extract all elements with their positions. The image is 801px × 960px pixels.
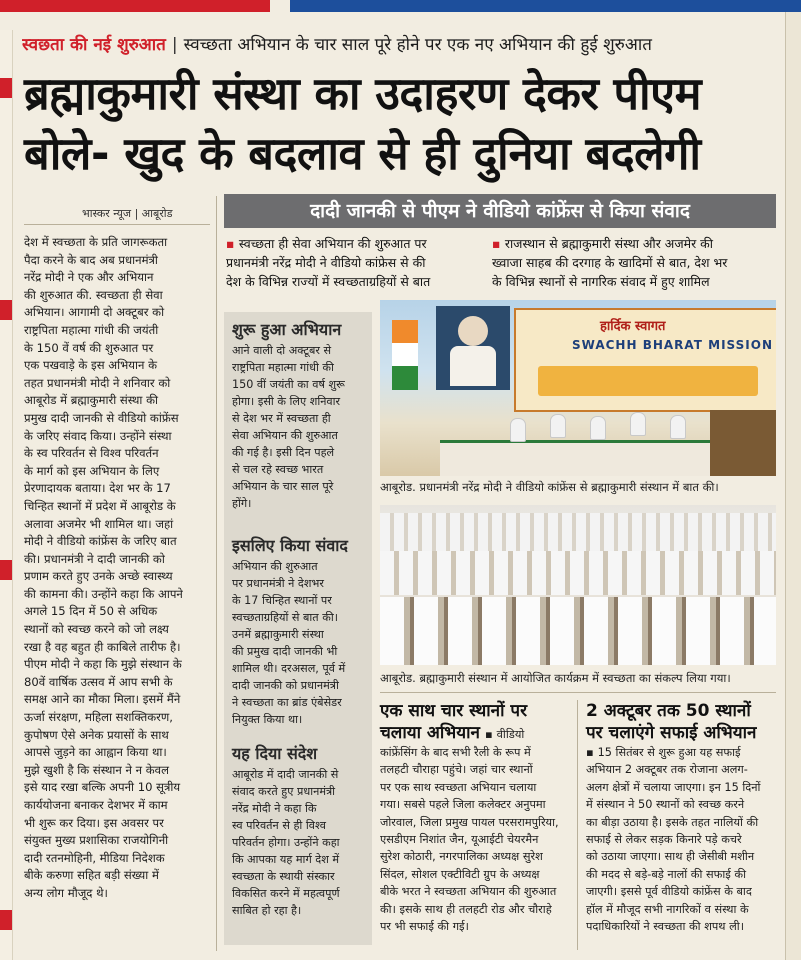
headline-line-1: ब्रह्माकुमारी संस्था का उदाहरण देकर पीएम [24, 67, 701, 120]
flag-icon [392, 320, 418, 390]
story-b-body [586, 744, 776, 935]
left-column-line: के मार्ग को इस अभियान के लिए [24, 463, 160, 478]
left-column-line: मुझे खुशी है कि संस्थान ने न केवल [24, 762, 169, 777]
sidebar-section-2-line: पर प्रधानमंत्री ने देशभर [232, 577, 324, 590]
podium [710, 410, 776, 476]
photo-bottom-rule [380, 692, 776, 693]
sidebar-section-2-line: शामिल थी। दरअसल, पूर्व में [232, 662, 346, 675]
byline: भास्कर न्यूज | आबूरोड [82, 207, 173, 220]
kicker-separator: | [171, 35, 178, 55]
sidebar-section-2-line: नियुक्त किया था। [232, 713, 303, 726]
story-divider [577, 700, 578, 950]
bullet-1-line-1: स्वच्छता ही सेवा अभियान की शुरुआत पर [238, 236, 427, 251]
left-column-line: समक्ष आने का मौका मिला। इसमें मैंने [24, 692, 181, 707]
left-column-line: कार्ययोजना बनाकर देशभर में काम [24, 798, 168, 812]
photo-1-caption: आबूरोड. प्रधानमंत्री नरेंद्र मोदी ने वीडियो कांफ्रेंस से ब्रह्माकुमारी संस्थान में बात की। [380, 480, 719, 494]
sidebar-heading-1: शुरू हुआ अभियान [232, 320, 342, 339]
sidebar-section-1-text [232, 342, 368, 512]
sidebar-section-1-line: राष्ट्रपिता महात्मा गांधी की [232, 361, 334, 374]
left-column-line: संयुक्त मुख्य प्रशासिका राजयोगिनी [24, 833, 169, 848]
story-b-line: का बीड़ा उठाया है। इसके तहत नालियों की [586, 815, 759, 829]
left-column-line: पैदा करने के बाद अब प्रधानमंत्री [24, 252, 158, 267]
left-column-line: अगले 15 दिन में 50 से अधिक [24, 604, 158, 619]
section-banner: दादी जानकी से पीएम ने वीडियो कांफ्रेंस से किया संवाद [224, 194, 776, 228]
bullet-2-line-3: के विभिन्न स्थानों से नागरिक संवाद में हुए शामिल [492, 274, 710, 289]
kicker-line [22, 30, 782, 60]
left-column-line: 80वें वार्षिक उत्सव में आप सभी के [24, 674, 173, 689]
left-column-line: आपसे जुड़ने का आह्वान किया था। [24, 745, 167, 760]
story-a-line: पर भी सफाई की गई। [380, 920, 469, 934]
left-column-line: स्थानों को स्वच्छ करने को जो लक्ष्य [24, 622, 169, 637]
left-column-line: प्रमुख दादी जानकी से वीडियो कांफ्रेंस [24, 410, 179, 425]
story-b-line: की मदद से बड़े-बड़े नालों की सफाई की [586, 867, 746, 881]
stage-banner [514, 308, 776, 412]
bullet-2-line-2: ख्वाजा साहब की दरगाह के खादिमों से बात, देश भर [492, 255, 728, 270]
left-column-line: के स्व परिवर्तन से विश्व परिवर्तन [24, 446, 159, 461]
story-b-heading-line-2: पर चलाएंगे सफाई अभियान [586, 723, 757, 743]
story-a-body [380, 744, 570, 935]
story-a-line: जोरवाल, जिला प्रमुख पायल परसरामपुरिया, [380, 815, 559, 829]
sidebar-section-3-line: आबूरोड में दादी जानकी से [232, 768, 339, 781]
left-column-line: नरेंद्र मोदी ने एक और अभियान [24, 270, 154, 285]
photo-2-caption: आबूरोड. ब्रह्माकुमारी संस्थान में आयोजित कार्यक्रम में स्वच्छता का संकल्प लिया गया। [380, 671, 731, 685]
left-column-line: इसे याद रखा बल्कि अपनी 10 सूत्रीय [24, 780, 181, 795]
left-column-line: प्रेरणादायक बताया। देश भर के 17 [24, 481, 171, 496]
left-column-line: की। प्रधानमंत्री ने दादी जानकी को [24, 551, 165, 566]
sidebar-section-1-line: से चल रहे स्वच्छ भारत [232, 463, 324, 476]
story-a-first-word: वीडियो [496, 728, 525, 741]
bullet-2: ▪ राजस्थान से ब्रह्माकुमारी संस्था और अजमेर की ख्वाजा साहब की दरगाह के खादिमों से बात, देश भर के विभिन्न स्थानों से नागरिक संवाद में हुए शामिल [492, 234, 776, 291]
story-b [586, 700, 776, 935]
left-column-line: अन्य लोग मौजूद थे। [24, 885, 108, 900]
sidebar-section-1-line: सेवा अभियान की शुरुआत [232, 429, 338, 442]
photo-video-conference [380, 300, 776, 476]
left-column-line: के जरिए संवाद किया। उन्होंने संस्था [24, 428, 172, 443]
left-column-line: पीएम मोदी ने कहा कि मुझे संस्थान के [24, 657, 182, 672]
story-a-line: पर एक साथ स्वच्छता अभियान चलाया [380, 780, 537, 794]
left-column-line: दादी रतनमोहिनी, मीडिया निदेशक [24, 850, 165, 865]
adjacent-page-left [0, 30, 13, 960]
story-b-line: जाएगी। इससे पूर्व वीडियो कांफ्रेंस के बाद [586, 885, 752, 899]
column-divider [216, 196, 217, 951]
left-column-line: ऊर्जा संरक्षण, महिला सशक्तिकरण, [24, 710, 173, 725]
story-b-line: अभियान 2 अक्टूबर तक रोजाना अलग- [586, 763, 748, 777]
story-a-line: गया। सबसे पहले जिला कलेक्टर अनुपमा [380, 798, 546, 812]
left-column-line: बीके करुणा सहित बड़ी संख्या में [24, 868, 159, 883]
story-b-line: में संस्थान ने 50 स्थानों को स्वच्छ करने [586, 798, 745, 812]
story-a-line: कांफ्रेंसिंग के बाद सभी रैली के रूप में [380, 746, 531, 759]
story-b-line: पदाधिकारियों ने स्वच्छता की शपथ ली। [586, 920, 744, 934]
sidebar-section-3-line: कि आपका यह मार्ग देश में [232, 853, 340, 866]
left-column-line: अभियान। आगामी दो अक्टूबर को [24, 305, 165, 320]
sidebar-section-2-line: की प्रमुख दादी जानकी भी [232, 645, 338, 658]
sidebar-section-1-line: से देश भर में स्वच्छता ही [232, 412, 331, 425]
sidebar-section-2-line: अभियान की शुरुआत [232, 560, 318, 573]
stage-banner-subtitle: SWACHH BHARAT MISSION [572, 338, 773, 352]
left-column-line: की शुरुआत की. स्वच्छता ही सेवा [24, 287, 163, 302]
left-column-line: देश में स्वच्छता के प्रति जागरूकता [24, 235, 168, 249]
sidebar-section-3-line: नरेंद्र मोदी ने कहा कि [232, 802, 317, 815]
left-column-line: के 150 वें वर्ष की शुरुआत पर [24, 340, 154, 355]
sidebar-section-1-line: होंगे। [232, 497, 252, 510]
bullet-1-line-3: देश के विभिन्न राज्यों में स्वच्छताग्रहियों से बात [226, 274, 431, 289]
left-column-line: भी शुरू कर दिया। इस अवसर पर [24, 815, 164, 830]
sidebar-section-3-line: स्व परिवर्तन से ही विश्व [232, 819, 326, 832]
sidebar-section-2-line: दादी जानकी को प्रधानमंत्री [232, 679, 339, 692]
left-column-line: चिन्हित स्थानों में प्रदेश में आबूरोड के [24, 498, 176, 513]
left-column-line: एक पखवाड़े के इस अभियान के [24, 358, 157, 373]
sidebar-section-1-line: की गई है। इसी दिन पहले [232, 446, 335, 459]
left-column-line: मोदी ने वीडियो कांफ्रेंस के जरिए बात [24, 534, 177, 549]
byline-rule [24, 224, 210, 225]
sidebar-section-2-text [232, 558, 368, 728]
sidebar-section-1-line: 150 वीं जयंती का वर्ष शुरू [232, 378, 345, 391]
left-column-line: आबूरोड में ब्रह्माकुमारी संस्था की [24, 393, 159, 408]
sidebar-section-1-line: अभियान के चार साल पूरे [232, 480, 334, 493]
story-b-line: सफाई से लेकर सड़क किनारे पड़े कचरे [586, 833, 742, 847]
bullet-2-line-1: राजस्थान से ब्रह्माकुमारी संस्था और अजमेर की [504, 236, 714, 251]
sidebar-section-3-line: संवाद करते हुए प्रधानमंत्री [232, 785, 336, 798]
left-column-line: प्रणाम करते हुए उनके अच्छे स्वास्थ्य [24, 569, 173, 584]
sidebar-section-2-line: उनमें ब्रह्माकुमारी संस्था [232, 628, 324, 641]
left-column-line: कुपोषण ऐसे अनेक प्रयासों के साथ [24, 727, 169, 742]
story-a-line: तलहटी चौराहा पहुंचे। जहां चार स्थानों [380, 763, 533, 777]
video-screen [436, 306, 510, 390]
left-column-line: अलावा अजमेर भी शामिल था। जहां [24, 516, 174, 531]
left-column-line: तहत प्रधानमंत्री मोदी ने शनिवार को [24, 375, 171, 390]
headline-line-2: बोले- खुद के बदलाव से ही दुनिया बदलेगी [24, 127, 701, 180]
sidebar-section-1-line: होगा। इसी के लिए शनिवार [232, 395, 341, 408]
sidebar-section-3-line: विकसित करने में महत्वपूर्ण [232, 887, 340, 900]
left-column-line: रखा है वह बहुत ही काबिले तारीफ है। [24, 639, 181, 654]
left-column-body [24, 234, 210, 903]
sidebar-section-3-text [232, 766, 368, 919]
kicker-text: स्वच्छता अभियान के चार साल पूरे होने पर एक नए अभियान की हुई शुरुआत [183, 35, 652, 55]
story-a-heading-line-1: एक साथ चार स्थानों पर [380, 701, 528, 721]
story-a: एक साथ चार स्थानों पर चलाया अभियान ▪ वीडियो कांफ्रेंसिंग के बाद सभी रैली के रूप में तलहटी चौराहा पहुंचे। जहां चार स्थानों पर एक साथ स्वच्छता अभियान चलाया गया। सबसे पहले जिला कलेक्टर अनुपमा जोरवाल, जिला प्रमुख पायल परसरामपुरिया, एसडीएम निशांत जैन, यूआईटी चेयरमैन सुरेश कोठारी, नगरपालिका अध्यक्ष सुरेश सिंदल, सोशल एक्टीविटी ग्रुप के अध्यक्ष बीके भरत ने स्वच्छता अभियान की शुरुआत की। इसके साथ ही तलहटी रोड और चौराहे पर भी सफाई की गई। [380, 700, 570, 935]
sidebar-heading-2: इसलिए किया संवाद [232, 536, 348, 555]
story-b-line: ▪ 15 सितंबर से शुरू हुआ यह सफाई [586, 746, 741, 759]
story-a-line: बीके भरत ने स्वच्छता अभियान की शुरुआत [380, 885, 557, 899]
story-b-line: अलग क्षेत्रों में चलाया जाएगा। इन 15 दिनों [586, 780, 761, 794]
story-b-line: हॉल में मौजूद सभी नागरिकों व संस्था के [586, 902, 749, 916]
story-b-heading-line-1: 2 अक्टूबर तक 50 स्थानों [586, 701, 751, 721]
story-a-line: सिंदल, सोशल एक्टीविटी ग्रुप के अध्यक्ष [380, 867, 540, 881]
kicker-tag: स्वछता की नई शुरुआत [22, 35, 166, 55]
sidebar-section-1-line: आने वाली दो अक्टूबर से [232, 344, 332, 357]
story-a-line: एसडीएम निशांत जैन, यूआईटी चेयरमैन [380, 833, 539, 847]
story-a-line: सुरेश कोठारी, नगरपालिका अध्यक्ष सुरेश [380, 850, 543, 864]
sidebar-section-3-line: परिवर्तन होगा। उन्होंने कहा [232, 836, 340, 849]
left-column-line: राष्ट्रपिता महात्मा गांधी की जयंती [24, 322, 159, 337]
sidebar-box [224, 312, 372, 945]
sidebar-section-3-line: साबित हो रहा है। [232, 904, 302, 917]
sidebar-section-2-line: के 17 चिन्हित स्थानों पर [232, 594, 332, 607]
sidebar-heading-3: यह दिया संदेश [232, 744, 318, 763]
sidebar-section-2-line: ने स्वच्छता का ब्रांड एंबेसेडर [232, 696, 342, 709]
stage-table [440, 440, 710, 476]
photo-cleanliness-pledge [380, 505, 776, 665]
sidebar-section-3-line: स्वच्छता के स्थायी संस्कार [232, 870, 335, 883]
story-b-line: को उठाया जाएगा। साथ ही जेसीबी मशीन [586, 850, 755, 864]
story-a-heading-line-2: चलाया अभियान [380, 723, 480, 743]
left-column-line: की कामना की। उन्होंने कहा कि आपने [24, 586, 183, 601]
story-a-line: की। इसके साथ ही तलहटी रोड और चौराहे [380, 902, 552, 916]
sidebar-section-2-line: स्वच्छताग्रहियों से बात की। [232, 611, 338, 624]
stage-banner-title: हार्दिक स्वागत [600, 319, 666, 334]
top-color-bar-red [0, 0, 270, 12]
bullet-1-line-2: प्रधानमंत्री नरेंद्र मोदी ने वीडियो कांफ्रेस से की [226, 255, 426, 270]
bullet-1: ▪ स्वच्छता ही सेवा अभियान की शुरुआत पर प्रधानमंत्री नरेंद्र मोदी ने वीडियो कांफ्रेस से की देश के विभिन्न राज्यों में स्वच्छताग्रहियों से बात [226, 234, 484, 291]
top-color-bar-blue [290, 0, 801, 12]
adjacent-page-right [785, 12, 801, 960]
